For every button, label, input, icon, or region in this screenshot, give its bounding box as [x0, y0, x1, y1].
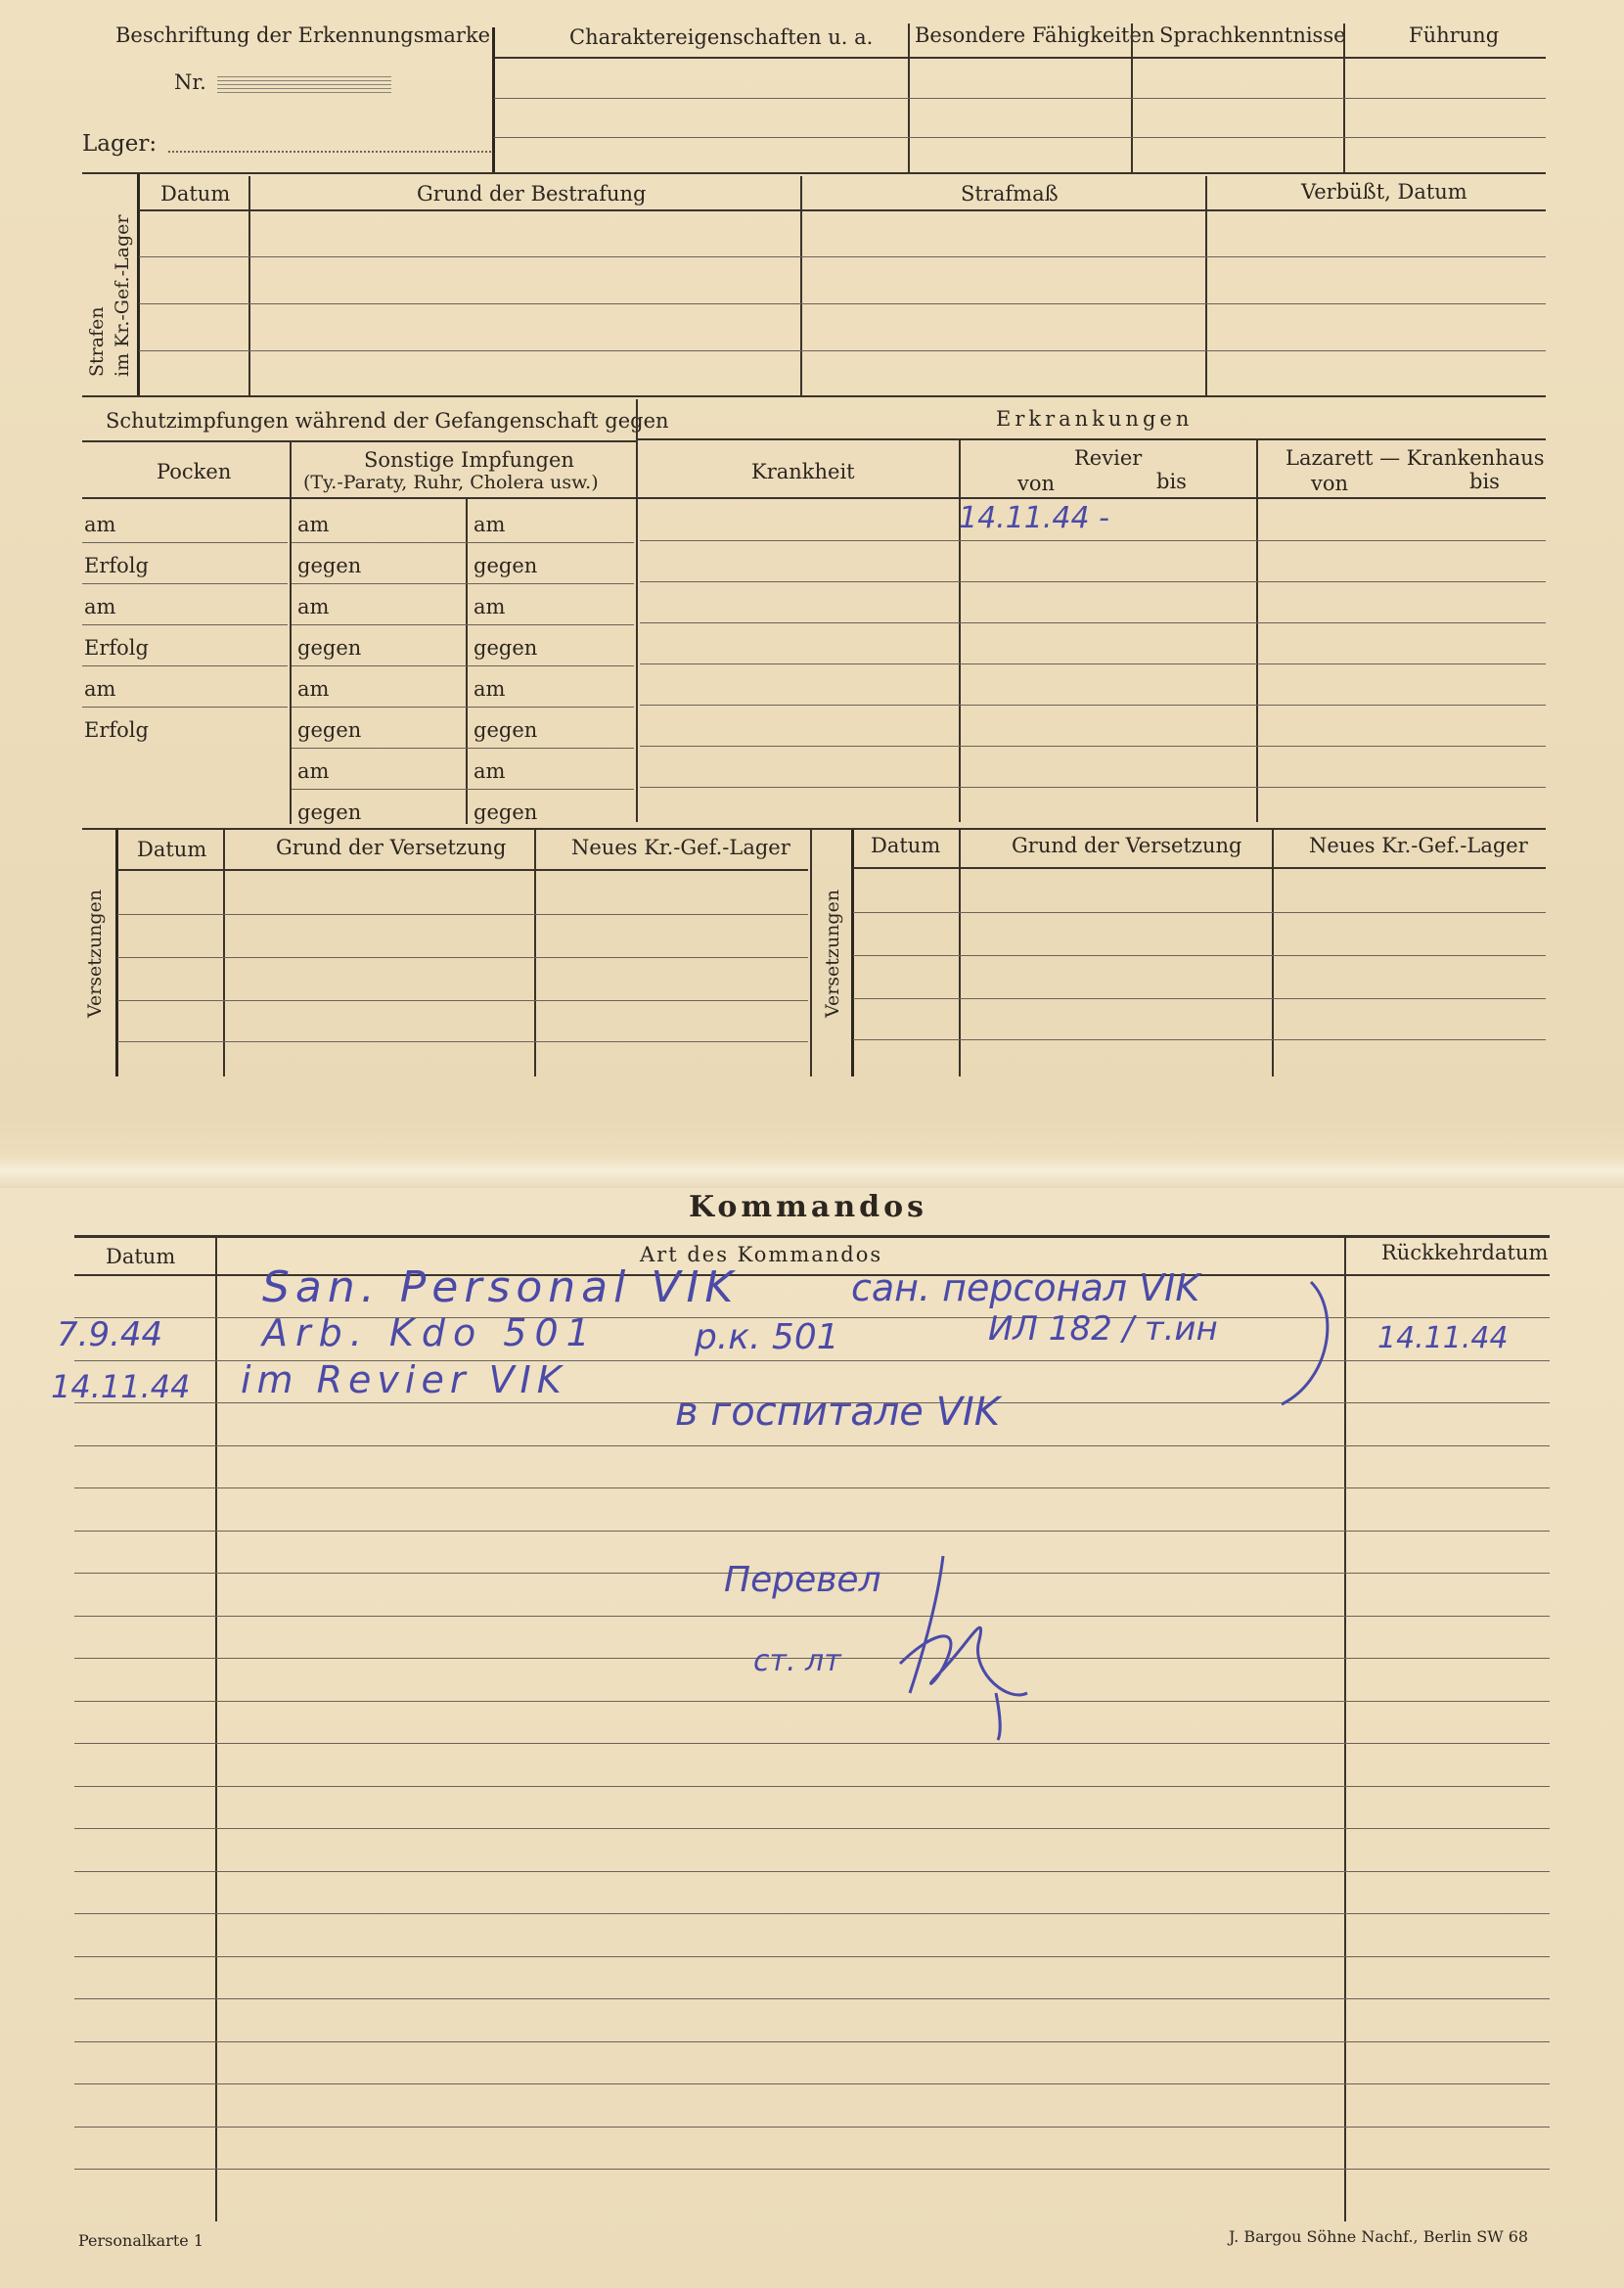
kommandos-row-line	[74, 2083, 1550, 2084]
sonstige-header: Sonstige Impfungen	[364, 448, 574, 472]
kommandos-header-art: Art des Kommandos	[640, 1243, 883, 1266]
top-header-line	[494, 57, 1546, 59]
vers-row-line	[853, 998, 1546, 999]
faehigkeiten-header: Besondere Fähigkeiten	[915, 23, 1155, 47]
revier-header: Revier	[1074, 446, 1143, 470]
vers-right-grund: Grund der Versetzung	[1012, 834, 1242, 857]
kommando-row2-art: Arb. Kdo 501	[262, 1311, 598, 1354]
kommando-row2-art-ru: р.к. 501	[695, 1317, 839, 1357]
kommandos-row-line	[74, 1487, 1550, 1488]
kommando-row1-art-ru: сан. персонал VIK	[851, 1266, 1200, 1309]
impf-line	[292, 789, 634, 790]
signature-text-1: Перевел	[724, 1560, 881, 1600]
strafen-row-line	[139, 303, 1546, 304]
footer-left: Personalkarte 1	[78, 2231, 204, 2250]
impf-c3-r1: am	[474, 513, 506, 536]
vers-right-top-line	[812, 828, 1546, 830]
impfungen-header-line	[82, 497, 636, 499]
kommando-row3-art-ru: в госпитале VIK	[675, 1390, 1001, 1435]
impf-line	[82, 707, 288, 708]
kommandos-row-line	[74, 1871, 1550, 1872]
impf-c2-r1: am	[297, 513, 330, 536]
erkr-row-line	[640, 787, 1546, 788]
vers-row-line	[117, 1000, 808, 1001]
erkrankungen-title-line	[638, 438, 1546, 440]
vers-left-grund: Grund der Versetzung	[276, 836, 507, 859]
impfungen-divider	[636, 399, 638, 822]
kommandos-row-line	[74, 1743, 1550, 1744]
top-row-line	[494, 98, 1546, 99]
vers-row-line	[117, 914, 808, 915]
lager-label: Lager:	[82, 131, 158, 157]
vers-col-line	[223, 830, 225, 1076]
impf-c1-r6: Erfolg	[84, 718, 149, 742]
strafen-header-verbuesst: Verbüßt, Datum	[1301, 180, 1467, 204]
kommando-row1-art: San. Personal VIK	[262, 1262, 740, 1312]
vers-row-line	[853, 955, 1546, 956]
impf-c1-r4: Erfolg	[84, 636, 149, 660]
kommandos-row-line	[74, 2169, 1550, 2170]
lazarett-header: Lazarett — Krankenhaus	[1286, 446, 1545, 470]
impfungen-col-line	[466, 499, 468, 824]
impf-line	[292, 542, 634, 543]
lazarett-von: von	[1311, 472, 1349, 495]
impf-c3-r8: gegen	[474, 801, 538, 824]
vers-right-neues: Neues Kr.-Gef.-Lager	[1309, 834, 1528, 857]
impf-line	[82, 624, 288, 625]
strafen-bottom-line	[82, 395, 1546, 397]
kommandos-title: Kommandos	[689, 1190, 928, 1224]
signature-scribble	[880, 1546, 1057, 1742]
kommando-row2-datum: 7.9.44	[57, 1315, 163, 1354]
kommando-row2-rueckkehr: 14.11.44	[1377, 1321, 1509, 1355]
erkr-header-line	[638, 497, 1546, 499]
kommandos-header-rueckkehr: Rückkehrdatum	[1381, 1241, 1549, 1264]
impf-c1-r3: am	[84, 595, 116, 618]
impf-c2-r8: gegen	[297, 801, 362, 824]
kommandos-row-line	[74, 2127, 1550, 2128]
kommandos-top-line	[74, 1235, 1550, 1238]
impf-c1-r5: am	[84, 677, 116, 701]
fuehrung-header: Führung	[1409, 23, 1500, 47]
erkr-row-line	[640, 746, 1546, 747]
strafen-header-datum: Datum	[160, 182, 231, 206]
krankheit-header: Krankheit	[751, 460, 855, 483]
impf-c2-r4: gegen	[297, 636, 362, 660]
kommandos-header-datum: Datum	[106, 1245, 176, 1268]
impfungen-col-line	[290, 442, 292, 824]
kommandos-row-line	[74, 1828, 1550, 1829]
vers-left-neues: Neues Kr.-Gef.-Lager	[571, 836, 790, 859]
impf-c2-r3: am	[297, 595, 330, 618]
versetzungen-side-label-left: Versetzungen	[84, 889, 106, 1018]
top-bottom-line	[82, 172, 1546, 174]
strafen-row-line	[139, 350, 1546, 351]
impfungen-title: Schutzimpfungen während der Gefangenschaft gegen	[106, 409, 669, 433]
vers-col-line	[534, 830, 536, 1076]
lager-dotted-line	[168, 151, 491, 153]
top-row-line	[494, 137, 1546, 138]
impf-c2-r2: gegen	[297, 554, 362, 577]
impf-c1-r2: Erfolg	[84, 554, 149, 577]
kommandos-row-line	[74, 1998, 1550, 1999]
erkrankungen-title: Erkrankungen	[996, 407, 1194, 431]
vers-header-line	[117, 869, 808, 871]
impf-c3-r4: gegen	[474, 636, 538, 660]
vers-middle-divider	[810, 830, 812, 1076]
impf-c1-r1: am	[84, 513, 116, 536]
footer-right: J. Bargou Söhne Nachf., Berlin SW 68	[1229, 2227, 1529, 2246]
nr-redacted-field	[217, 76, 391, 96]
erkennungsmarke-header: Beschriftung der Erkennungsmarke	[115, 23, 491, 47]
impf-line	[82, 665, 288, 666]
strafen-header-line	[139, 209, 1546, 211]
erkr-row-line	[640, 581, 1546, 582]
versetzungen-side-label-right: Versetzungen	[822, 889, 843, 1018]
strafen-side-label: Strafen	[86, 306, 108, 377]
revier-von-entry: 14.11.44 -	[959, 501, 1109, 535]
signature-text-2: ст. лт	[753, 1644, 841, 1678]
nr-label: Nr.	[174, 70, 206, 94]
kommandos-row-line	[74, 1701, 1550, 1702]
paper-fold	[0, 1155, 1624, 1188]
vers-left-datum: Datum	[137, 838, 207, 861]
kommando-row2-extra: ИЛ 182 / т.ин	[988, 1309, 1218, 1349]
impf-line	[292, 665, 634, 666]
vers-row-line	[853, 1039, 1546, 1040]
erkr-row-line	[640, 540, 1546, 541]
erkr-row-line	[640, 705, 1546, 706]
charakter-header: Charaktereigenschaften u. a.	[569, 25, 874, 49]
impf-c3-r3: am	[474, 595, 506, 618]
vers-header-line	[853, 867, 1546, 869]
kommandos-row-line	[74, 1786, 1550, 1787]
vers-row-line	[117, 1041, 808, 1042]
impf-line	[82, 542, 288, 543]
kommando-row3-art: im Revier VIK	[241, 1358, 567, 1401]
kommandos-row-line	[74, 1956, 1550, 1957]
kommandos-row-line	[74, 1531, 1550, 1532]
impf-c3-r2: gegen	[474, 554, 538, 577]
strafen-header-grund: Grund der Bestrafung	[417, 182, 647, 206]
kommandos-row-line	[74, 2041, 1550, 2042]
sprachen-header: Sprachkenntnisse	[1159, 23, 1346, 47]
strafen-header-strafmass: Strafmaß	[961, 182, 1059, 206]
vers-left-border	[115, 830, 118, 1076]
strafen-side-label-2: im Kr.-Gef.-Lager	[112, 214, 133, 377]
lazarett-bis: bis	[1469, 470, 1500, 493]
impf-line	[292, 707, 634, 708]
kommandos-row-line	[74, 1913, 1550, 1914]
erkr-row-line	[640, 622, 1546, 623]
impf-c2-r7: am	[297, 759, 330, 783]
impf-c2-r5: am	[297, 677, 330, 701]
kommandos-col-line	[215, 1237, 217, 2221]
impf-line	[292, 583, 634, 584]
strafen-row-line	[139, 256, 1546, 257]
impf-c2-r6: gegen	[297, 718, 362, 742]
impf-line	[292, 624, 634, 625]
vers-left-top-line	[82, 828, 812, 830]
revier-von: von	[1017, 472, 1056, 495]
vers-right-datum: Datum	[871, 834, 941, 857]
revier-bis: bis	[1156, 470, 1187, 493]
kommandos-row-line	[74, 1616, 1550, 1617]
impf-c3-r5: am	[474, 677, 506, 701]
bracket-stroke	[1272, 1272, 1350, 1409]
pocken-header: Pocken	[157, 460, 232, 483]
vers-row-line	[853, 912, 1546, 913]
kommandos-row-line	[74, 1445, 1550, 1446]
impfungen-title-line	[82, 440, 636, 442]
top-divider	[492, 27, 495, 174]
impf-c3-r6: gegen	[474, 718, 538, 742]
impf-c3-r7: am	[474, 759, 506, 783]
impf-line	[292, 748, 634, 749]
impf-line	[82, 583, 288, 584]
kommando-row3-datum: 14.11.44	[51, 1368, 191, 1405]
vers-row-line	[117, 957, 808, 958]
sonstige-subheader: (Ty.-Paraty, Ruhr, Cholera usw.)	[303, 472, 599, 493]
strafen-border	[137, 174, 140, 395]
